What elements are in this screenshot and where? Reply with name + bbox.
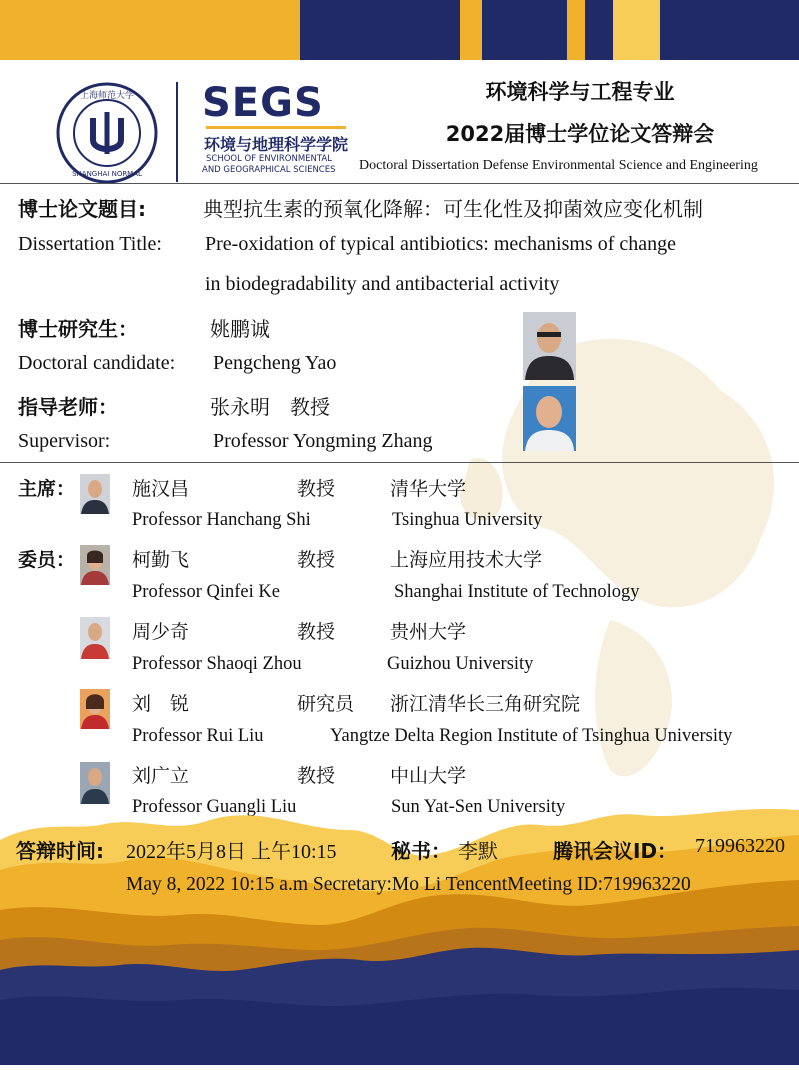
secretary-label: 秘书：	[391, 839, 451, 863]
school-name-en-2: AND GEOGRAPHICAL SCIENCES	[202, 165, 336, 175]
committee-name-cn: 施汉昌	[132, 478, 190, 500]
committee-name-cn: 刘 锐	[132, 693, 190, 715]
committee-name-en: Professor Shaoqi Zhou	[132, 654, 302, 674]
committee-title-cn: 研究员	[297, 693, 355, 715]
supervisor-label-en: Supervisor:	[18, 430, 111, 452]
committee-photo	[80, 474, 110, 514]
segs-logo-underline	[206, 126, 346, 129]
committee-inst-cn: 中山大学	[390, 765, 467, 787]
secretary-name: 李默	[458, 839, 498, 863]
committee-inst-en: Tsinghua University	[392, 510, 543, 530]
supervisor-name-en: Professor Yongming Zhang	[213, 430, 433, 452]
committee-name-en: Professor Hanchang Shi	[132, 510, 311, 530]
committee-photo	[80, 545, 110, 585]
meeting-id-label: 腾讯会议ID：	[553, 839, 678, 863]
dissertation-label-cn: 博士论文题目:	[18, 197, 146, 221]
person-avatar-icon	[80, 474, 110, 514]
shanghai-normal-university-seal-icon	[56, 82, 158, 184]
committee-photo	[80, 762, 110, 804]
candidate-label-en: Doctoral candidate:	[18, 352, 176, 374]
meeting-id: 719963220	[695, 835, 785, 857]
committee-inst-cn: 浙江清华长三角研究院	[390, 693, 581, 715]
top-banner	[0, 0, 799, 60]
person-avatar-icon	[80, 545, 110, 585]
committee-inst-en: Sun Yat-Sen University	[391, 797, 566, 817]
chair-label: 主席：	[18, 478, 76, 500]
committee-title-cn: 教授	[297, 621, 336, 643]
candidate-name-en: Pengcheng Yao	[213, 352, 337, 374]
person-avatar-icon	[523, 312, 576, 380]
committee-inst-cn: 清华大学	[390, 478, 467, 500]
committee-inst-cn: 贵州大学	[390, 621, 467, 643]
committee-inst-en: Shanghai Institute of Technology	[394, 582, 640, 602]
school-name-en-1: SCHOOL OF ENVIRONMENTAL	[206, 154, 332, 164]
committee-inst-en: Guizhou University	[387, 654, 534, 674]
committee-title-cn: 教授	[297, 549, 336, 571]
dissertation-label-en: Dissertation Title:	[18, 233, 162, 255]
committee-inst-en: Yangtze Delta Region Institute of Tsinghua University	[330, 726, 733, 746]
event-title-line2: 2022届博士学位论文答辩会	[445, 122, 715, 146]
dissertation-title-en-2: in biodegradability and antibacterial activity	[205, 273, 560, 295]
supervisor-label-cn: 指导老师：	[18, 395, 118, 419]
dissertation-title-cn: 典型抗生素的预氧化降解：可生化性及抑菌效应变化机制	[203, 197, 703, 221]
top-banner-graphic	[0, 0, 799, 60]
candidate-name-cn: 姚鹏诚	[210, 317, 270, 341]
member-label: 委员：	[18, 549, 76, 571]
candidate-photo	[523, 312, 576, 380]
committee-name-en: Professor Qinfei Ke	[132, 582, 280, 602]
segs-logo-icon: SEGS	[202, 80, 324, 126]
candidate-label-cn: 博士研究生：	[18, 317, 138, 341]
dissertation-title-en-1: Pre-oxidation of typical antibiotics: mechanisms of change	[205, 233, 676, 255]
committee-inst-cn: 上海应用技术大学	[390, 549, 543, 571]
committee-name-cn: 周少奇	[132, 621, 190, 643]
person-avatar-icon	[523, 386, 576, 451]
segs-logo	[200, 80, 355, 180]
supervisor-name-cn: 张永明 教授	[210, 395, 330, 419]
committee-title-cn: 教授	[297, 478, 336, 500]
university-logo	[56, 82, 158, 184]
committee-title-cn: 教授	[297, 765, 336, 787]
svg-text:SHANGHAI NORMAL: SHANGHAI NORMAL	[72, 170, 142, 178]
footer-en-line: May 8, 2022 10:15 a.m Secretary:Mo Li TencentMeeting ID:719963220	[126, 874, 691, 895]
committee-name-en: Professor Rui Liu	[132, 726, 264, 746]
committee-name-cn: 刘广立	[132, 765, 190, 787]
committee-photo	[80, 689, 110, 729]
committee-photo	[80, 617, 110, 659]
logo-divider	[176, 82, 178, 182]
supervisor-photo	[523, 386, 576, 451]
committee-divider	[0, 462, 799, 463]
committee-name-cn: 柯勤飞	[132, 549, 190, 571]
defense-time-label: 答辩时间:	[16, 839, 104, 863]
header-divider	[0, 183, 799, 184]
event-title-line1: 环境科学与工程专业	[485, 80, 675, 104]
person-avatar-icon	[80, 762, 110, 804]
defense-time: 2022年5月8日 上午10:15	[126, 841, 337, 863]
person-avatar-icon	[80, 689, 110, 729]
committee-name-en: Professor Guangli Liu	[132, 797, 297, 817]
event-title-en: Doctoral Dissertation Defense Environmental Science and Engineering	[359, 158, 758, 173]
school-name-cn: 环境与地理科学学院	[204, 135, 349, 154]
person-avatar-icon	[80, 617, 110, 659]
svg-text:上海师范大学: 上海师范大学	[79, 91, 135, 101]
